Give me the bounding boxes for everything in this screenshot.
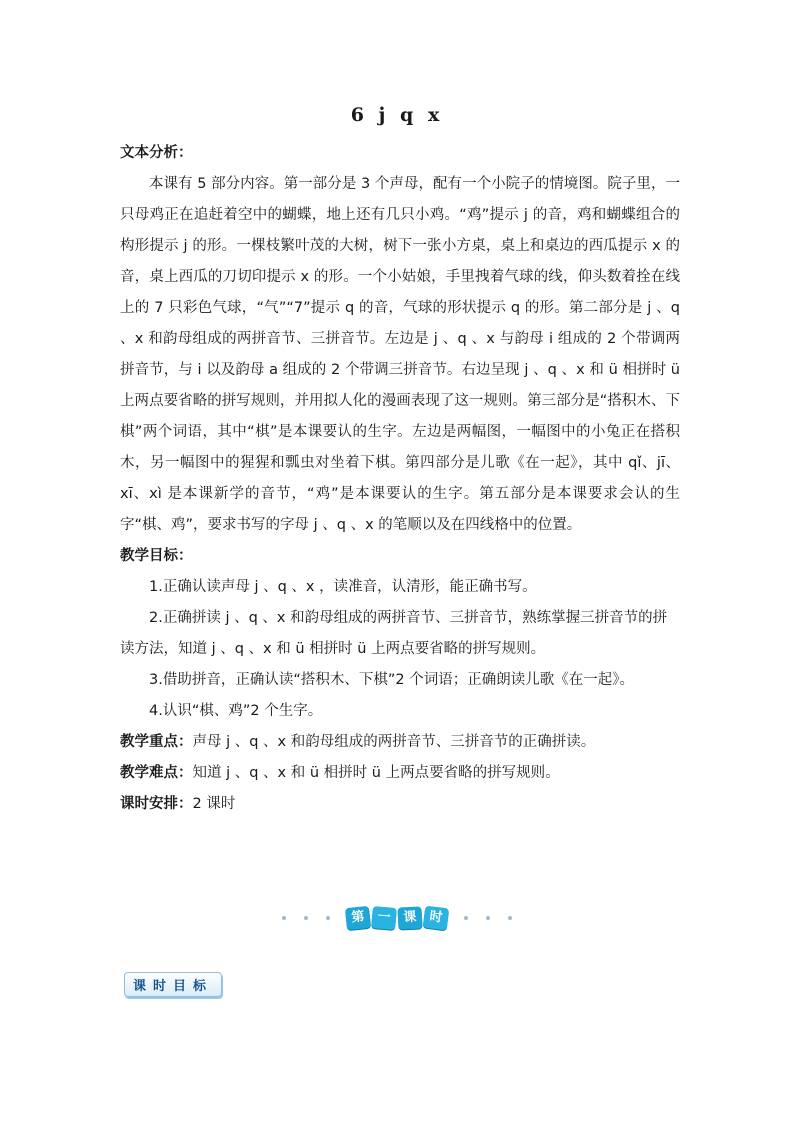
- difficulty-text: 知道 j 、q 、x 和 ü 相拼时 ü 上两点要省略的拼写规则。: [192, 765, 560, 781]
- divider-dots-right: [464, 916, 512, 920]
- key-point-line: [120, 727, 680, 758]
- difficulty-label: 教学难点：: [120, 765, 193, 781]
- schedule-text: 2 课时: [192, 796, 236, 812]
- period-goal-tag: 课时目标: [124, 972, 222, 997]
- dot-icon: [326, 916, 330, 920]
- dot-icon: [508, 916, 512, 920]
- goal-item: 4.认识“棋、鸡”2 个生字。: [149, 703, 323, 719]
- key-point-text: 声母 j 、q 、x 和韵母组成的两拼音节、三拼音节的正确拼读。: [192, 734, 596, 750]
- goal-item: 3.借助拼音，正确认读“搭积木、下棋”2 个词语；正确朗读儿歌《在一起》。: [149, 672, 634, 688]
- goals-heading: 教学目标：: [120, 548, 193, 564]
- goal-item: 1.正确认读声母 j 、q 、x ，读准音，认清形，能正确书写。: [149, 579, 537, 595]
- period-badge: [346, 907, 448, 929]
- period-badge-char: 时: [423, 906, 450, 931]
- dot-icon: [486, 916, 490, 920]
- period-badge-char: 一: [371, 906, 397, 930]
- key-point-label: 教学重点：: [120, 734, 193, 750]
- dot-icon: [464, 916, 468, 920]
- lesson-title: 6 j q x: [350, 104, 444, 126]
- analysis-heading: 文本分析：: [120, 145, 193, 161]
- schedule-line: [120, 789, 680, 820]
- schedule-label: 课时安排：: [120, 796, 193, 812]
- goal-item: 2.正确拼读 j 、q 、x 和韵母组成的两拼音节、三拼音节，熟练掌握三拼音节的拼读方法，知道 j 、q 、x 和 ü 相拼时 ü 上两点要省略的拼写规则。: [120, 610, 668, 657]
- divider-dots-left: [282, 916, 330, 920]
- dot-icon: [304, 916, 308, 920]
- period-divider: [0, 905, 794, 931]
- difficulty-line: [120, 758, 680, 789]
- dot-icon: [282, 916, 286, 920]
- analysis-paragraph: 本课有 5 部分内容。第一部分是 3 个声母，配有一个小院子的情境图。院子里，一只母鸡正在追赶着空中的蝴蝶，地上还有几只小鸡。“鸡”提示 j 的音，鸡和蝴蝶组合的构形提示 j 的形。一棵枝繁叶茂的大树，树下一张小方桌，桌上和桌边的西瓜提示 x 的音，桌上西瓜的刀切印提示 x 的形。一个小姑娘，手里拽着气球的线，仰头数着拴在线上的 7 只彩色气球，“气”“7”提示 q 的音，气球的形状提示 q 的形。第二部分是 j 、q 、x 和韵母组成的两拼音节、三拼音节。左边是 j 、q 、x 与韵母 i 组成的 2 个带调两拼音节，与 i 以及韵母 a 组成的 2 个带调三拼音节。右边呈现 j 、q 、x 和 ü 相拼时 ü 上两点要省略的拼写规则，并用拟人化的漫画表现了这一规则。第三部分是“搭积木、下棋”两个词语，其中“棋”是本课要认的生字。左边是两幅图，一幅图中的小兔正在搭积木，另一幅图中的猩猩和瓢虫对坐着下棋。第四部分是儿歌《在一起》，其中 qǐ、jī、xī、xì 是本课新学的音节，“鸡”是本课要认的生字。第五部分是本课要求会认的生字“棋、鸡”，要求书写的字母 j 、q 、x 的笔顺以及在四线格中的位置。: [120, 176, 680, 533]
- lesson-content: [120, 138, 680, 820]
- period-badge-char: 课: [397, 906, 422, 929]
- period-badge-char: 第: [345, 906, 371, 930]
